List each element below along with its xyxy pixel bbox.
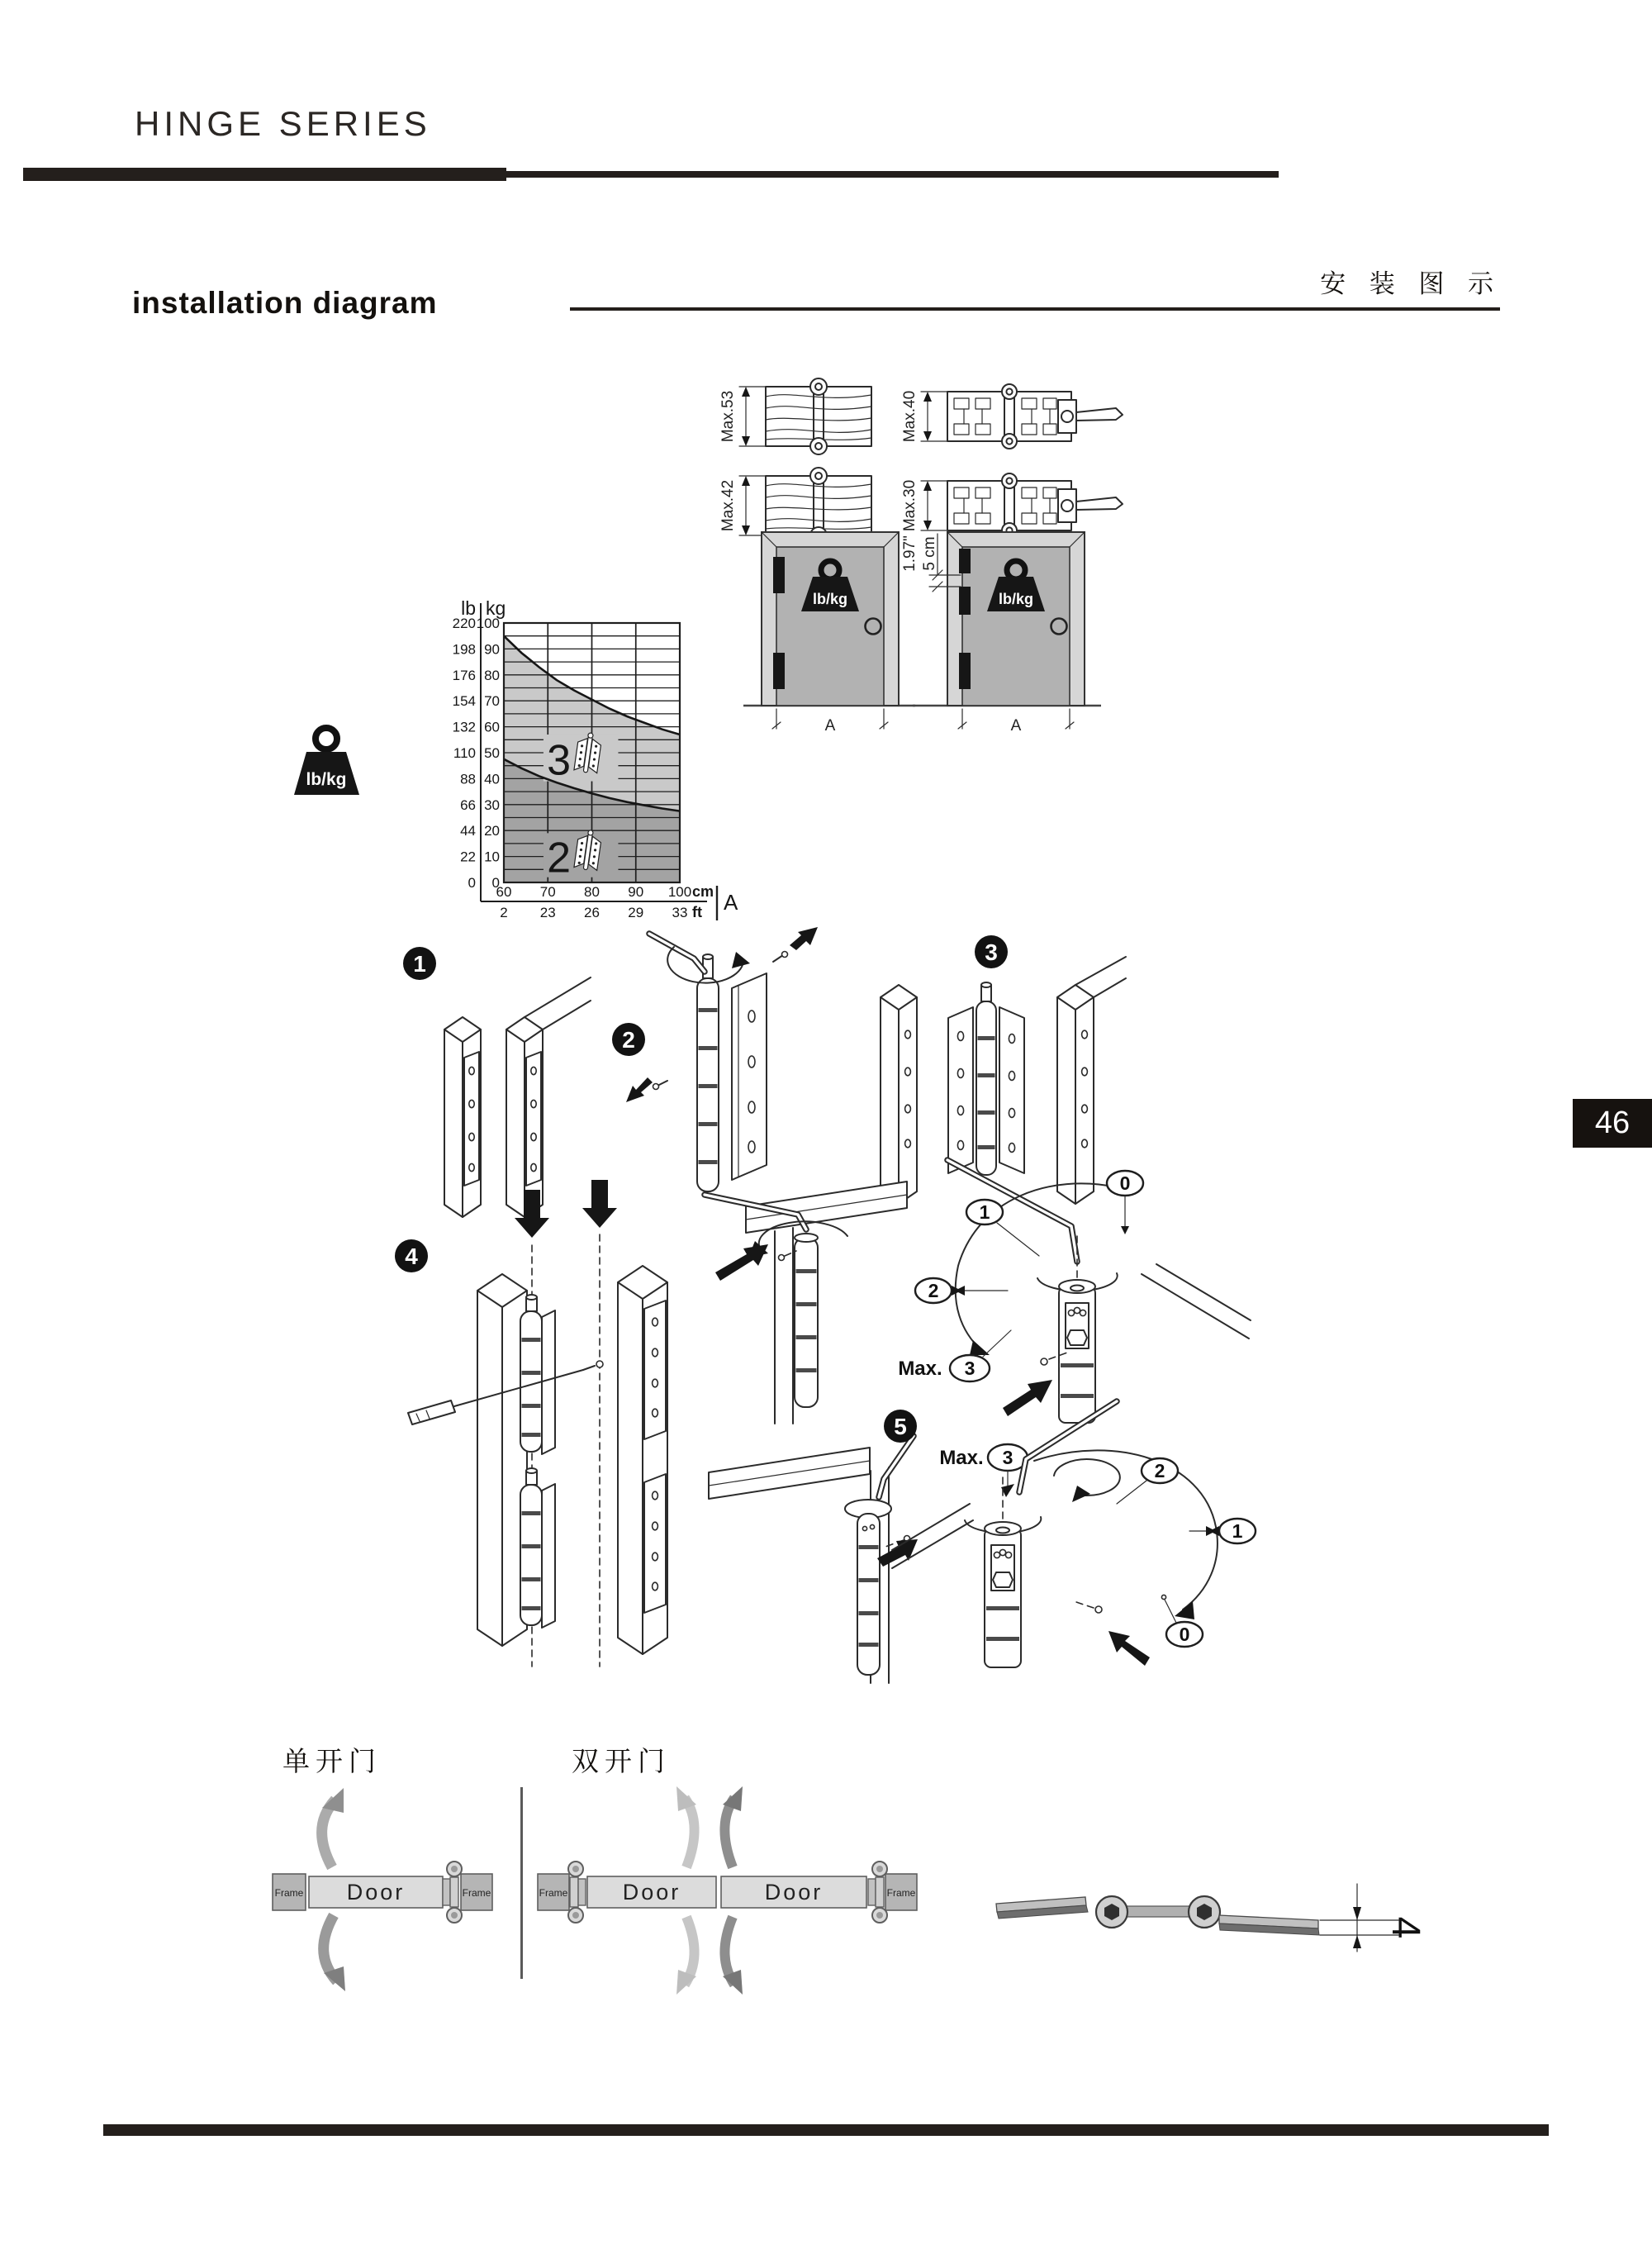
- svg-text:2: 2: [622, 1027, 635, 1053]
- svg-text:70: 70: [539, 884, 556, 900]
- barrel-right: [1189, 1896, 1220, 1928]
- swing-arrow-up-right: [724, 1798, 734, 1867]
- svg-text:Max.: Max.: [939, 1447, 984, 1469]
- svg-text:154: 154: [452, 693, 476, 710]
- svg-text:Frame: Frame: [539, 1887, 568, 1899]
- adjustment-positions-diagram-increase: [869, 1150, 1253, 1435]
- svg-text:2: 2: [928, 1280, 939, 1301]
- svg-text:30: 30: [484, 797, 500, 813]
- hinge-barrel-cutaway: [985, 1522, 1021, 1667]
- svg-text:ft: ft: [692, 904, 702, 920]
- svg-text:20: 20: [484, 823, 500, 839]
- svg-text:0: 0: [1179, 1624, 1190, 1645]
- svg-text:88: 88: [460, 771, 476, 787]
- hinge-top: [773, 557, 785, 593]
- svg-text:0: 0: [1119, 1172, 1131, 1194]
- weight-icon: [287, 725, 366, 800]
- screw: [653, 1081, 668, 1090]
- step-1-badge: [403, 947, 436, 980]
- svg-text:90: 90: [484, 641, 500, 658]
- step-5-badge: [884, 1410, 917, 1443]
- svg-text:60: 60: [484, 719, 500, 735]
- single-door-swing-diagram: [266, 1778, 514, 1989]
- hinge-bottom: [773, 653, 785, 689]
- single-door-label: 单开门: [282, 1746, 382, 1776]
- svg-text:1: 1: [1232, 1520, 1243, 1542]
- svg-text:cm: cm: [692, 883, 714, 900]
- svg-text:kg: kg: [486, 597, 506, 619]
- svg-text:44: 44: [460, 823, 476, 839]
- door-width-label: A: [824, 717, 836, 735]
- hinge-top: [959, 549, 971, 573]
- door-width-label: A: [1010, 717, 1022, 735]
- svg-text:80: 80: [484, 667, 500, 683]
- hinge-offset-top-view: [981, 1869, 1427, 1964]
- footer-rule: [103, 2124, 1549, 2136]
- svg-text:3: 3: [964, 1358, 976, 1379]
- swing-arrow-up-left: [685, 1798, 695, 1867]
- svg-text:29: 29: [628, 905, 644, 920]
- svg-text:26: 26: [584, 905, 600, 920]
- svg-text:Max.: Max.: [898, 1358, 942, 1380]
- svg-text:2: 2: [1154, 1460, 1165, 1481]
- max-thickness-label: Max.30: [901, 479, 919, 532]
- hinge-top-view: [868, 1862, 887, 1923]
- svg-text:132: 132: [452, 719, 476, 735]
- svg-text:lb/kg: lb/kg: [812, 591, 848, 607]
- arrow-down-icon: [515, 1190, 549, 1238]
- hinge-barrel: [795, 1234, 818, 1407]
- hinge-middle: [959, 587, 971, 615]
- svg-text:33: 33: [672, 905, 688, 920]
- arrow-down-icon: [582, 1180, 617, 1228]
- aluminium-profile-cross-section-top: [896, 373, 1127, 460]
- svg-text:2: 2: [500, 905, 508, 920]
- lock-handle: [1058, 489, 1123, 522]
- region-label-3-hinges: 3: [547, 736, 572, 785]
- hinge-bottom: [959, 653, 971, 689]
- svg-text:23: 23: [539, 905, 556, 920]
- svg-text:40: 40: [484, 771, 500, 787]
- region-label-2-hinges: 2: [547, 834, 572, 882]
- section-title-chinese: 安 装 图 示: [1320, 269, 1502, 298]
- offset-dimension: [1320, 1884, 1427, 1952]
- weight-icon-label: lb/kg: [306, 770, 347, 789]
- svg-text:70: 70: [484, 693, 500, 710]
- svg-text:1: 1: [413, 951, 426, 977]
- position-0-marker: [1161, 1595, 1203, 1647]
- arrow-remove-icon: [626, 1077, 653, 1102]
- arrow-out-icon: [790, 927, 818, 950]
- max-thickness-label: Max.40: [901, 390, 919, 443]
- header-rule-thin: [506, 171, 1279, 178]
- frame-stile: [618, 1266, 667, 1654]
- door-knob: [1051, 619, 1067, 635]
- allen-key-icon: [1019, 1401, 1117, 1492]
- svg-text:3: 3: [1002, 1447, 1014, 1468]
- svg-text:176: 176: [452, 667, 476, 683]
- hinge-barrel: [697, 954, 719, 1191]
- position-0-marker: [1107, 1171, 1143, 1234]
- step-4-illustration: [378, 1167, 721, 1683]
- svg-text:198: 198: [452, 641, 476, 658]
- header-rule-thick: [23, 168, 506, 181]
- svg-text:Door: Door: [622, 1880, 681, 1904]
- step-2-badge: [612, 1023, 645, 1056]
- svg-text:Door: Door: [346, 1880, 406, 1904]
- step-4-badge: [395, 1239, 428, 1272]
- svg-text:4: 4: [405, 1244, 418, 1269]
- screw: [773, 952, 788, 963]
- arrow-in-icon: [715, 1244, 768, 1281]
- svg-text:80: 80: [584, 884, 600, 900]
- svg-text:100: 100: [476, 616, 500, 631]
- rotation-range-arc: [1034, 1450, 1218, 1610]
- max-thickness-label: Max.42: [719, 479, 737, 532]
- position-2-marker: [1117, 1458, 1178, 1504]
- hinge-gap-inch-label: 1.97": [901, 535, 919, 572]
- svg-text:3: 3: [985, 939, 998, 965]
- svg-text:5: 5: [894, 1414, 907, 1439]
- page-number-badge: 46: [1573, 1099, 1652, 1148]
- position-1-marker: [1189, 1519, 1256, 1543]
- max-thickness-label: Max.53: [719, 390, 737, 443]
- svg-text:90: 90: [628, 884, 644, 900]
- hinge-leaf: [732, 973, 767, 1180]
- step-5-illustration: [869, 1395, 1261, 1684]
- position-2-marker: [915, 1278, 1008, 1303]
- wood-door-cross-section-top: [714, 373, 888, 460]
- step-3-badge: [975, 935, 1008, 968]
- position-3-max-marker: [898, 1330, 1011, 1381]
- allen-key-icon: [649, 934, 705, 972]
- svg-text:Frame: Frame: [886, 1887, 916, 1899]
- hinge: [948, 982, 1024, 1175]
- svg-text:Frame: Frame: [274, 1887, 304, 1899]
- rotation-arrow: [1054, 1459, 1120, 1496]
- barrel-left: [1096, 1896, 1127, 1928]
- offset-value: 4: [1384, 1916, 1427, 1939]
- arrow-in-icon: [1108, 1631, 1150, 1666]
- hinge-top-view: [443, 1862, 462, 1923]
- double-door-swing-diagram: [533, 1778, 921, 1989]
- svg-text:22: 22: [460, 849, 476, 865]
- hinge-gap-cm-label: 5 cm: [921, 536, 938, 571]
- svg-text:66: 66: [460, 797, 476, 813]
- svg-text:110: 110: [453, 745, 476, 761]
- divider-line: [520, 1787, 523, 1979]
- position-3-max-marker: [939, 1444, 1028, 1497]
- lock-handle: [1058, 400, 1123, 433]
- svg-text:1: 1: [979, 1201, 990, 1223]
- svg-text:50: 50: [484, 745, 500, 761]
- screw: [1074, 1601, 1102, 1613]
- section-title: installation diagram: [132, 286, 438, 320]
- door-knob: [866, 619, 881, 635]
- svg-text:0: 0: [491, 875, 500, 891]
- svg-text:0: 0: [468, 875, 476, 891]
- hinge-upper: [520, 1295, 555, 1454]
- svg-text:100: 100: [667, 884, 692, 900]
- svg-text:lb: lb: [461, 597, 476, 619]
- svg-text:60: 60: [496, 884, 512, 900]
- svg-text:Frame: Frame: [462, 1887, 491, 1899]
- section-rule: [570, 307, 1500, 311]
- door-weight-hinge-count-chart: [444, 597, 758, 939]
- page-title: HINGE SERIES: [135, 104, 431, 143]
- svg-text:Door: Door: [764, 1880, 824, 1904]
- door-three-hinges-diagram: [888, 522, 1103, 733]
- hinge-top-view: [568, 1862, 586, 1923]
- svg-text:A: A: [724, 890, 738, 915]
- double-door-label: 双开门: [572, 1746, 671, 1776]
- svg-text:10: 10: [484, 849, 500, 865]
- hinge-lower: [520, 1468, 555, 1628]
- svg-text:220: 220: [452, 616, 476, 631]
- svg-text:lb/kg: lb/kg: [998, 591, 1034, 607]
